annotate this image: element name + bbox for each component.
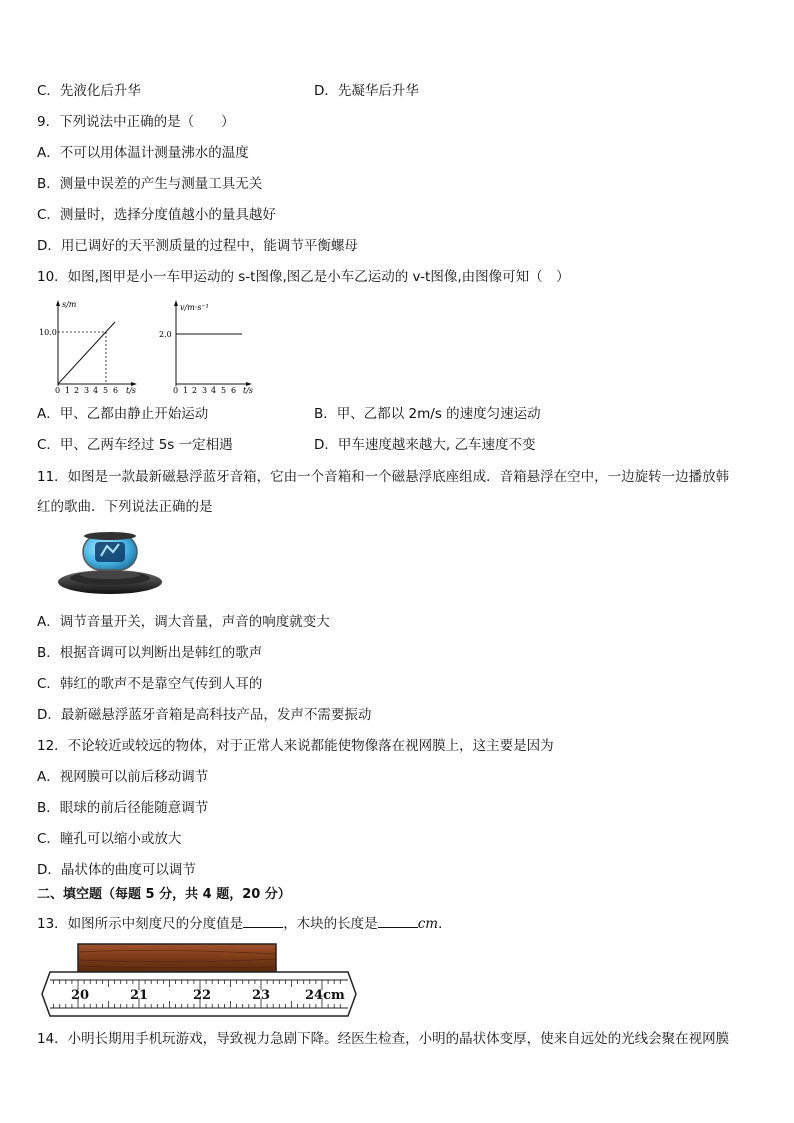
st-ylabel: s/m — [62, 300, 77, 309]
st-xtick-4: 4 — [93, 386, 99, 395]
st-xtick-6: 6 — [113, 386, 119, 395]
ruler-label-20: 20 — [71, 988, 90, 1003]
ruler-label-21: 21 — [130, 988, 149, 1003]
q9-option-d: D．用已调好的天平测质量的过程中，能调节平衡螺母 — [37, 238, 358, 254]
vt-xtick-0: 0 — [173, 386, 179, 395]
q14-stem: 14．小明长期用手机玩游戏，导致视力急剧下降。经医生检查，小明的晶状体变厚，使来自远处的光线会聚在视网膜 — [37, 1031, 730, 1047]
q8-option-c: C．先液化后升华 — [37, 83, 141, 99]
vt-graph — [154, 296, 259, 396]
q11-option-b: B．根据音调可以判断出是韩红的歌声 — [37, 645, 263, 661]
st-graph — [37, 296, 147, 396]
vt-xtick-6: 6 — [231, 386, 237, 395]
st-ytick: 10.0 — [39, 328, 57, 337]
vt-xtick-1: 1 — [183, 386, 189, 395]
q8-option-d: D．先凝华后升华 — [314, 83, 419, 99]
ruler-figure — [40, 942, 360, 1020]
q10-option-d: D．甲车速度越来越大, 乙车速度不变 — [314, 437, 536, 453]
q13-unit: cm — [417, 916, 439, 932]
q9-option-c: C．测量时，选择分度值越小的量具越好 — [37, 207, 276, 223]
ruler-label-23: 23 — [252, 988, 271, 1003]
q10-option-c: C．甲、乙两车经过 5s 一定相遇 — [37, 437, 233, 453]
q11-option-a: A．调节音量开关，调大音量，声音的响度就变大 — [37, 614, 330, 630]
q13-stem-end: ． — [438, 916, 452, 932]
q13-stem-part1: 13．如图所示中刻度尺的分度值是 — [37, 916, 244, 932]
q9-option-a: A．不可以用体温计测量沸水的温度 — [37, 145, 249, 161]
q12-stem: 12．不论较近或较远的物体，对于正常人来说都能使物像落在视网膜上，这主要是因为 — [37, 738, 554, 754]
q11-stem-line1: 11．如图是一款最新磁悬浮蓝牙音箱，它由一个音箱和一个磁悬浮底座组成．音箱悬浮在空中，一边旋转一边播放韩 — [37, 469, 730, 485]
ruler-label-24cm: 24cm — [305, 988, 345, 1003]
section-heading: 二、填空题（每题 5 分，共 4 题，20 分） — [37, 887, 291, 902]
vt-ytick: 2.0 — [159, 330, 172, 339]
q10-option-a: A．甲、乙都由静止开始运动 — [37, 406, 209, 422]
answer-blank-1[interactable] — [243, 914, 283, 928]
answer-blank-2[interactable] — [378, 914, 418, 928]
q11-option-c: C．韩红的歌声不是靠空气传到人耳的 — [37, 676, 263, 692]
q12-option-c: C．瞳孔可以缩小或放大 — [37, 831, 182, 847]
maglev-speaker-image — [55, 528, 165, 598]
q11-stem-line2: 红的歌曲．下列说法正确的是 — [37, 499, 213, 515]
vt-xtick-3: 3 — [202, 386, 208, 395]
vt-xtick-4: 4 — [211, 386, 217, 395]
q9-stem: 9．下列说法中正确的是（ ） — [37, 114, 235, 130]
st-xtick-2: 2 — [74, 386, 80, 395]
st-xtick-3: 3 — [84, 386, 90, 395]
st-xtick-0: 0 — [55, 386, 61, 395]
st-xtick-5: 5 — [103, 386, 109, 395]
vt-xlabel: t/s — [243, 386, 254, 395]
st-xtick-1: 1 — [65, 386, 71, 395]
st-xlabel: t/s — [126, 386, 137, 395]
ruler-label-22: 22 — [193, 988, 212, 1003]
q13-stem — [37, 914, 452, 933]
q11-option-d: D．最新磁悬浮蓝牙音箱是高科技产品，发声不需要振动 — [37, 707, 372, 723]
q12-option-a: A．视网膜可以前后移动调节 — [37, 769, 209, 785]
q9-option-b: B．测量中误差的产生与测量工具无关 — [37, 176, 263, 192]
q12-option-d: D．晶状体的曲度可以调节 — [37, 862, 196, 878]
vt-xtick-2: 2 — [192, 386, 198, 395]
vt-xtick-5: 5 — [221, 386, 227, 395]
q12-option-b: B．眼球的前后径能随意调节 — [37, 800, 209, 816]
vt-ylabel: v/m·s⁻¹ — [180, 303, 209, 312]
q10-option-b: B．甲、乙都以 2m/s 的速度匀速运动 — [314, 406, 541, 422]
q13-stem-part2: ，木块的长度是 — [283, 916, 378, 932]
q10-stem: 10．如图,图甲是小一车甲运动的 s-t图像,图乙是小车乙运动的 v-t图像,由图像可知（ ） — [37, 269, 570, 285]
